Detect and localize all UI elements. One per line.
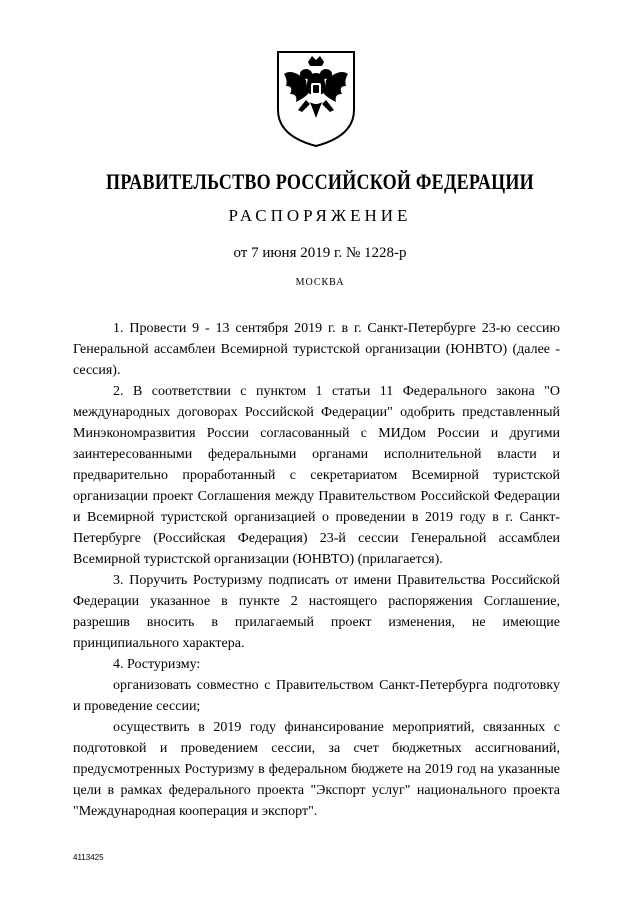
document-type: РАСПОРЯЖЕНИЕ — [228, 206, 412, 225]
document-body — [73, 318, 560, 822]
paragraph-item-3: 3. Поручить Ростуризму подписать от имени Правительства Российской Федерации указанное в пункте 2 настоящего распоряжения Соглашение, разрешив вносить в прилагаемый проект изменения, не имеющие принципиального характера. — [73, 573, 560, 651]
paragraph-item-4: 4. Ростуризму: — [113, 657, 201, 672]
coat-of-arms-icon — [272, 48, 360, 148]
government-title: ПРАВИТЕЛЬСТВО РОССИЙСКОЙ ФЕДЕРАЦИИ — [106, 169, 534, 194]
paragraph-item-4-sub-1: организовать совместно с Правительством Санкт-Петербурга подготовку и проведение сессии; — [73, 678, 560, 714]
paragraph-item-2: 2. В соответствии с пунктом 1 статьи 11 Федерального закона "О международных договорах Российской Федерации" одобрить представленный Минэкономразвития России согласованный с МИДом России и другими заинтересованными федеральными органами исполнительной власти и предварительно проработанный с секретариатом Всемирной туристской организации проект Соглашения между Правительством Российской Федерации и Всемирной туристской организацией о проведении в 2019 году в г. Санкт-Петербурге (Российская Федерация) 23-й сессии Генеральной ассамблеи Всемирной туристской организации (ЮНВТО) (прилагается). — [73, 384, 560, 567]
document-date-number: от 7 июня 2019 г. № 1228-р — [233, 245, 407, 261]
document-city: МОСКВА — [295, 277, 345, 288]
paragraph-item-4-sub-2: осуществить в 2019 году финансирование мероприятий, связанных с подготовкой и проведением сессии, за счет бюджетных ассигнований, предусмотренных Ростуризму в федеральном бюджете на 2019 год на указанные цели в рамках федерального проекта "Экспорт услуг" национального проекта "Международная кооперация и экспорт". — [73, 720, 560, 819]
paragraph-item-1: 1. Провести 9 - 13 сентября 2019 г. в г. Санкт-Петербурге 23-ю сессию Генеральной ассамблеи Всемирной туристской организации (ЮНВТО) (далее - сессия). — [73, 321, 560, 378]
document-code: 4113425 — [73, 853, 104, 862]
